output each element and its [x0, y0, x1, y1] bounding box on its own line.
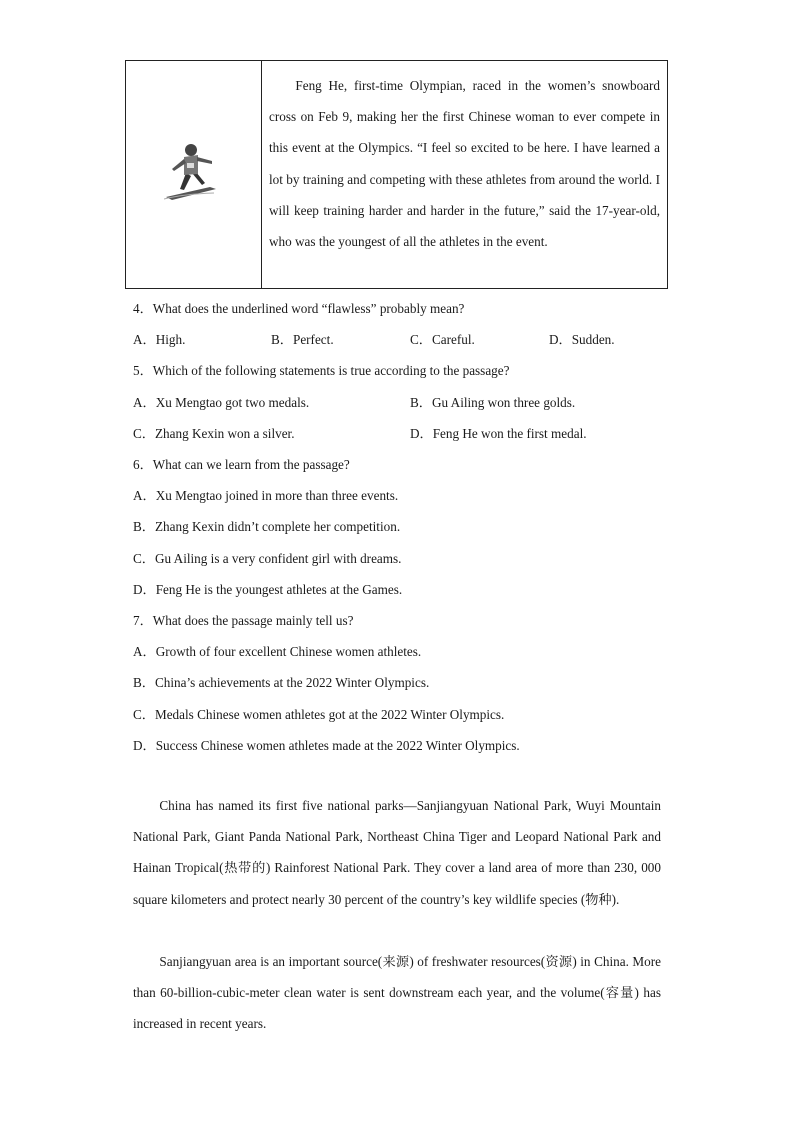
- question-4-stem: 4．What does the underlined word “flawless” probably mean?: [133, 301, 465, 316]
- q4-option-d: D．Sudden.: [549, 332, 615, 347]
- q4-option-c: C．Careful.: [410, 332, 475, 347]
- q5-option-b: B．Gu Ailing won three golds.: [410, 395, 576, 410]
- q7-option-b: B．China’s achievements at the 2022 Winter Olympics.: [133, 675, 430, 690]
- feng-he-table: [125, 60, 668, 289]
- q5-option-a: A．Xu Mengtao got two medals.: [133, 395, 310, 410]
- question-7-stem: 7．What does the passage mainly tell us?: [133, 613, 354, 628]
- q4-option-a: A．High.: [133, 332, 186, 347]
- question-6-stem: 6．What can we learn from the passage?: [133, 457, 350, 472]
- q7-option-c: C．Medals Chinese women athletes got at the 2022 Winter Olympics.: [133, 707, 505, 722]
- q6-option-c: C．Gu Ailing is a very confident girl with dreams.: [133, 551, 402, 566]
- passage-paragraph-1: China has named its first five national parks—Sanjiangyuan National Park, Wuyi Mountain National Park, Giant Panda National Park, Northeast China Tiger and Leopard National Park and Hainan Tropical(热带的) Rainforest National Park. They cover a land area of more than 230, 000 square kilometers and protect nearly 30 percent of the country’s key wildlife species (物种).: [133, 798, 661, 907]
- q6-option-b: B．Zhang Kexin didn’t complete her competition.: [133, 519, 401, 534]
- q7-option-d: D．Success Chinese women athletes made at the 2022 Winter Olympics.: [133, 738, 520, 753]
- q5-option-c: C．Zhang Kexin won a silver.: [133, 426, 295, 441]
- question-5-stem: 5．Which of the following statements is true according to the passage?: [133, 363, 510, 378]
- passage-paragraph-2: Sanjiangyuan area is an important source(来源) of freshwater resources(资源) in China. More than 60-billion-cubic-meter clean water is sent downstream each year, and the volume(容量) has increased in recent years.: [133, 954, 661, 1032]
- q6-option-a: A．Xu Mengtao joined in more than three events.: [133, 488, 399, 503]
- q6-option-d: D．Feng He is the youngest athletes at the Games.: [133, 582, 403, 597]
- feng-he-paragraph: Feng He, first-time Olympian, raced in the women’s snowboard cross on Feb 9, making her the first Chinese woman to ever compete in this event at the Olympics. “I feel so excited to be here. I have learned a lot by training and competing with these athletes from around the world. I will keep training harder and harder in the future,” said the 17-year-old, who was the youngest of all the athletes in the event.: [269, 78, 660, 250]
- q5-option-d: D．Feng He won the first medal.: [410, 426, 587, 441]
- feng-he-text-cell: [262, 61, 667, 288]
- q4-option-b: B．Perfect.: [271, 332, 334, 347]
- q7-option-a: A．Growth of four excellent Chinese women athletes.: [133, 644, 422, 659]
- image-cell: [126, 61, 262, 288]
- snowboarder-photo-icon: [164, 139, 244, 201]
